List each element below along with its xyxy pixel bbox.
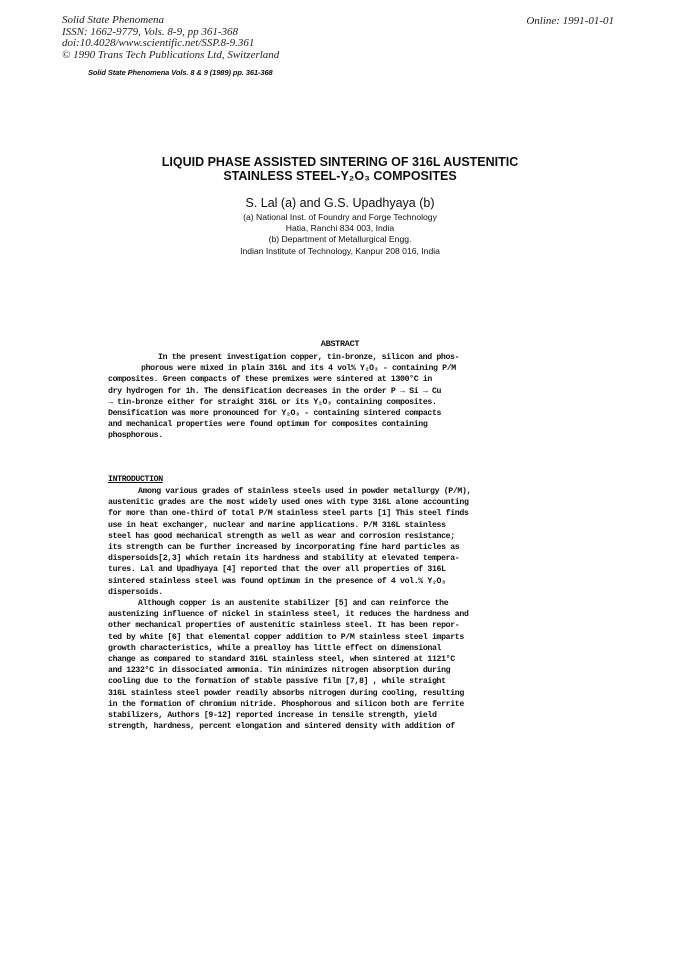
intro-line: in the formation of chromium nitride. Phosphorous and silicon both are ferrite <box>108 699 464 709</box>
intro-line: and 1232°C in dissociated ammonia. Tin minimizes nitrogen absorption during <box>108 666 451 676</box>
meta-line: Solid State Phenomena <box>62 14 165 26</box>
journal-reference: Solid State Phenomena Vols. 8 & 9 (1989) pp. 361-368 <box>88 68 273 77</box>
introduction-heading: INTRODUCTION <box>108 475 163 484</box>
intro-line: cooling due to the formation of stable passive film [7,8] , while straight <box>108 677 446 687</box>
intro-line: change as compared to standard 316L stainless steel, when sintered at 1121°C <box>108 655 455 665</box>
intro-line: use in heat exchanger, nuclear and marine applications. P/M 316L stainless <box>108 520 446 530</box>
abstract-line: In the present investigation copper, tin-bronze, silicon and phos- <box>158 353 460 362</box>
abstract-line: phosphorous. <box>108 431 163 441</box>
intro-line: other mechanical properties of austenitic stainless steel. It has been repor- <box>108 621 460 631</box>
intro-line: for more than one-third of total P/M stainless steel parts [1] This steel finds <box>108 509 469 519</box>
affiliation-line: (b) Department of Metallurgical Engg. <box>268 234 412 245</box>
intro-line: Although copper is an austenite stabilizer [5] and can reinforce the <box>138 599 449 609</box>
intro-line: dispersoids[2,3] which retain its hardness and stability at elevated tempera- <box>108 554 460 564</box>
intro-line: ted by white [6] that elemental copper addition to P/M stainless steel imparts <box>108 632 464 642</box>
meta-line: © 1990 Trans Tech Publications Ltd, Switzerland <box>62 48 280 61</box>
author-affiliations <box>60 212 620 257</box>
publication-meta <box>62 15 279 61</box>
affiliation-line: (a) National Inst. of Foundry and Forge Technology <box>243 212 437 222</box>
meta-line: doi:10.4028/www.scientific.net/SSP.8-9.361 <box>62 37 255 49</box>
intro-line: tures. Lal and Upadhyaya [4] reported that the over all properties of 316L <box>108 565 446 575</box>
paper-authors: S. Lal (a) and G.S. Upadhyaya (b) <box>245 196 435 210</box>
abstract-line: → tin-bronze either for straight 316L or its Y₂O₃ containing composites. <box>108 397 437 407</box>
abstract-line: and mechanical properties were found optimum for composites containing <box>108 420 428 430</box>
abstract-body <box>108 352 578 442</box>
online-date: Online: 1991-01-01 <box>526 15 614 27</box>
intro-line: its strength can be further increased by incorporating fine hard particles as <box>108 543 460 553</box>
intro-line: steel has good mechanical strength as well as wear and corrosion resistance; <box>108 531 455 541</box>
intro-line: dispersoids. <box>108 587 163 597</box>
intro-line: strength, hardness, percent elongation and sintered density with addition of <box>108 722 455 732</box>
intro-line: sintered stainless steel was found optimum in the presence of 4 vol.% Y₂O₃ <box>108 576 446 586</box>
abstract-heading: ABSTRACT <box>320 339 360 349</box>
abstract-line: composites. Green compacts of these premixes were sintered at 1300°C in <box>108 375 432 385</box>
affiliation-line: Indian Institute of Technology, Kanpur 208 016, India <box>240 245 440 256</box>
intro-line: stabilizers, Authors [9-12] reported increase in tensile strength, yield <box>108 711 437 721</box>
intro-line: 316L stainless steel powder readily absorbs nitrogen during cooling, resulting <box>108 688 464 698</box>
introduction-body <box>108 486 578 732</box>
meta-line: ISSN: 1662-9779, Vols. 8-9, pp 361-368 <box>62 25 238 38</box>
affiliation-line: Hatia, Ranchi 834 003, India <box>285 223 395 234</box>
intro-line: austenitic grades are the most widely used ones with type 316L alone accounting <box>108 498 469 508</box>
abstract-line: phorous were mixed in plain 316L and its 4 vol% Y₂O₃ - containing P/M <box>141 364 456 374</box>
title-line: LIQUID PHASE ASSISTED SINTERING OF 316L AUSTENITIC <box>161 155 519 169</box>
intro-line: growth characteristics, while a prealloy has little effect on dimensional <box>108 643 442 653</box>
abstract-line: Densification was more pronounced for Y₂O₃ - containing sintered compacts <box>108 409 442 419</box>
abstract-line: dry hydrogen for 1h. The densification decreases in the order P → Si → Cu <box>108 386 442 396</box>
intro-line: austenizing influence of nickel in stainless steel, it reduces the hardness and <box>108 610 469 620</box>
paper-title <box>60 155 620 183</box>
intro-line: Among various grades of stainless steels used in powder metallurgy (P/M), <box>138 487 472 496</box>
title-line: STAINLESS STEEL-Y₂O₃ COMPOSITES <box>223 169 457 183</box>
